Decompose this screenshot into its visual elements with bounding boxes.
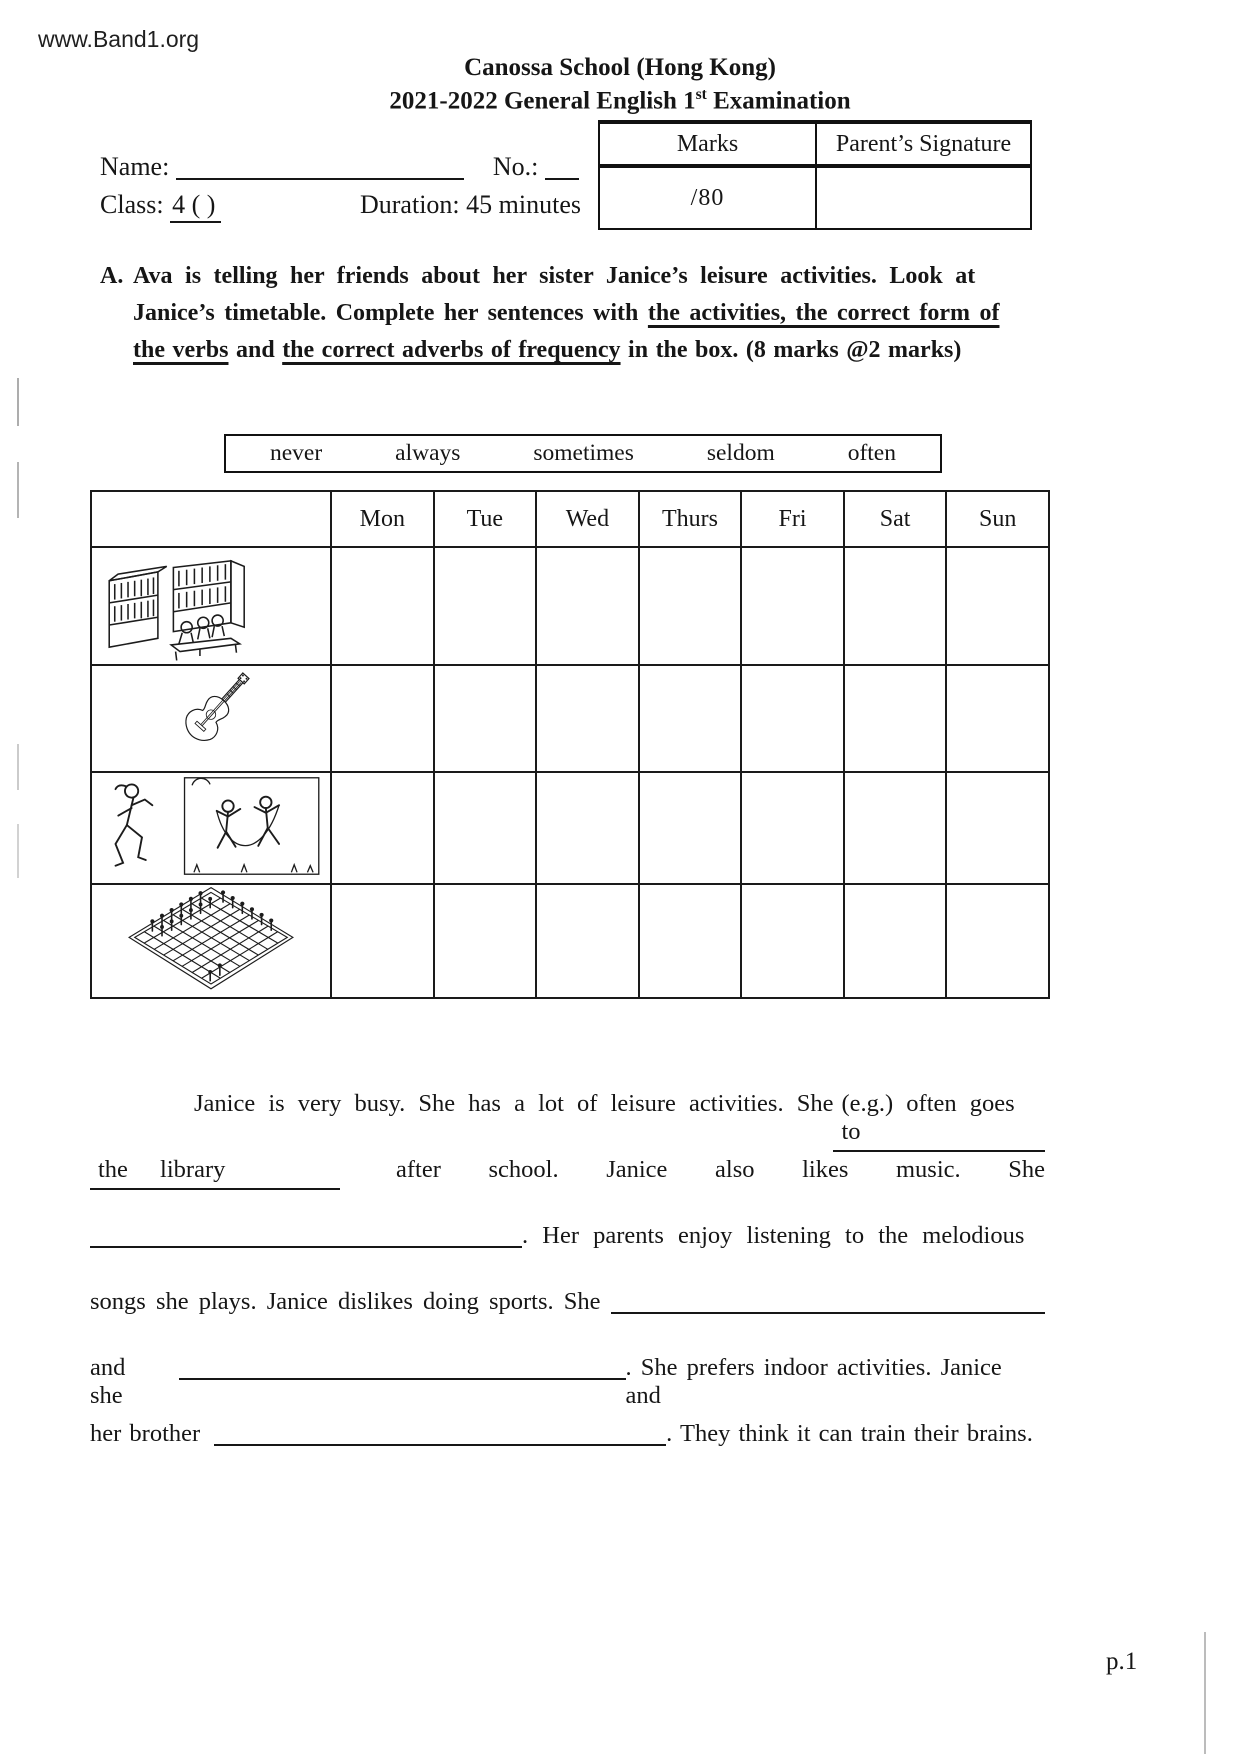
cloze-line-5 bbox=[90, 1354, 1045, 1420]
exam-title bbox=[0, 86, 1240, 115]
class-value[interactable]: 4 ( ) bbox=[170, 190, 221, 223]
timetable-cell[interactable] bbox=[434, 772, 537, 884]
cloze-paragraph bbox=[90, 1090, 1045, 1486]
exam-title-suffix: Examination bbox=[706, 87, 851, 115]
instruction-line-1: Ava is telling her friends about her sister Janice’s leisure activities. Look at bbox=[133, 263, 976, 289]
timetable-cell[interactable] bbox=[741, 665, 844, 772]
timetable-cell[interactable] bbox=[536, 665, 639, 772]
cloze-line-1 bbox=[90, 1090, 1045, 1156]
instruction-line-3-text: and bbox=[228, 337, 283, 363]
timetable-cell[interactable] bbox=[741, 884, 844, 998]
timetable-cell[interactable] bbox=[741, 547, 844, 665]
cloze-line-3-text: . Her parents enjoy listening to the melodious bbox=[522, 1222, 1025, 1249]
cloze-line-6-text: . They think it can train their brains. bbox=[666, 1420, 1033, 1447]
marks-total: /80 bbox=[690, 184, 725, 211]
site-watermark: www.Band1.org bbox=[38, 26, 200, 52]
instruction-line-2 bbox=[133, 295, 1048, 332]
cloze-line-5-text: . She prefers indoor activities. Janice and bbox=[625, 1354, 1002, 1409]
timetable-cell[interactable] bbox=[844, 884, 947, 998]
cloze-line-6 bbox=[90, 1420, 1045, 1486]
instruction-underline-3: the correct adverbs of frequency bbox=[282, 337, 621, 363]
timetable-cell[interactable] bbox=[946, 884, 1049, 998]
instruction-line-3 bbox=[133, 332, 1048, 369]
adverb-option-never: never bbox=[270, 440, 323, 466]
timetable-cell[interactable] bbox=[946, 772, 1049, 884]
adverb-option-always: always bbox=[395, 440, 461, 466]
timetable-cell[interactable] bbox=[946, 547, 1049, 665]
cloze-line-3 bbox=[90, 1222, 1045, 1288]
timetable-cell[interactable] bbox=[434, 547, 537, 665]
timetable-cell[interactable] bbox=[639, 665, 742, 772]
day-header-mon: Mon bbox=[331, 491, 434, 547]
timetable-row-chess bbox=[91, 884, 1049, 998]
timetable-cell[interactable] bbox=[331, 547, 434, 665]
no-label: No.: bbox=[492, 152, 539, 181]
page-number: p.1 bbox=[1106, 1648, 1138, 1675]
day-header-tue: Tue bbox=[434, 491, 537, 547]
guitar-icon bbox=[91, 665, 331, 772]
class-row bbox=[100, 190, 221, 220]
adverb-option-seldom: seldom bbox=[706, 440, 775, 466]
timetable-cell[interactable] bbox=[536, 884, 639, 998]
parent-signature-field[interactable] bbox=[815, 168, 1030, 228]
word: music. bbox=[895, 1156, 961, 1183]
scan-artifact bbox=[17, 378, 19, 426]
instruction-line-2-text: Janice’s timetable. Complete her sentences with bbox=[133, 300, 648, 326]
adverb-option-often: often bbox=[847, 440, 896, 466]
word: She bbox=[1008, 1156, 1045, 1183]
timetable-cell[interactable] bbox=[639, 772, 742, 884]
timetable-cell[interactable] bbox=[434, 665, 537, 772]
timetable-cell[interactable] bbox=[844, 772, 947, 884]
timetable-cell[interactable] bbox=[844, 547, 947, 665]
timetable-cell[interactable] bbox=[844, 665, 947, 772]
name-label: Name: bbox=[100, 152, 170, 181]
word: after bbox=[396, 1156, 441, 1183]
scan-artifact bbox=[17, 824, 19, 878]
day-header-sun: Sun bbox=[946, 491, 1049, 547]
word: school. bbox=[488, 1156, 559, 1183]
library-reading-icon bbox=[91, 547, 331, 665]
adverb-word-box bbox=[224, 434, 942, 473]
no-blank[interactable] bbox=[545, 178, 579, 180]
example-answer-part-2: the library bbox=[90, 1156, 340, 1190]
timetable-cell[interactable] bbox=[946, 665, 1049, 772]
adverb-option-sometimes: sometimes bbox=[533, 440, 634, 466]
exam-title-ordinal: st bbox=[695, 86, 707, 103]
name-row bbox=[100, 152, 579, 182]
instruction-marks-note: in the box. (8 marks @2 marks) bbox=[620, 337, 962, 363]
marks-header: Marks bbox=[600, 124, 815, 168]
chessboard-icon bbox=[91, 884, 331, 998]
cloze-line-2 bbox=[90, 1156, 1045, 1222]
timetable-cell[interactable] bbox=[536, 772, 639, 884]
timetable-cell[interactable] bbox=[639, 547, 742, 665]
timetable-cell[interactable] bbox=[434, 884, 537, 998]
timetable-cell[interactable] bbox=[331, 884, 434, 998]
cloze-line-1-text: Janice is very busy. She has a lot of leisure activities. She bbox=[194, 1090, 834, 1117]
timetable-row-library bbox=[91, 547, 1049, 665]
timetable-cell[interactable] bbox=[639, 884, 742, 998]
class-label: Class: bbox=[100, 190, 164, 219]
school-title: Canossa School (Hong Kong) bbox=[464, 54, 776, 81]
day-header-thurs: Thurs bbox=[639, 491, 742, 547]
day-header-sat: Sat bbox=[844, 491, 947, 547]
scan-artifact bbox=[17, 462, 19, 518]
timetable-cell[interactable] bbox=[331, 772, 434, 884]
duration-label: Duration: 45 minutes bbox=[360, 190, 581, 219]
answer-blank-4[interactable] bbox=[214, 1444, 666, 1446]
name-blank[interactable] bbox=[176, 178, 464, 180]
exam-title-prefix: 2021-2022 General English 1 bbox=[389, 87, 696, 115]
timetable-cell[interactable] bbox=[331, 665, 434, 772]
answer-blank-1[interactable] bbox=[90, 1246, 522, 1248]
scan-artifact bbox=[17, 744, 19, 790]
running-skipping-icon bbox=[91, 772, 331, 884]
section-a-instruction bbox=[100, 258, 1048, 369]
cloze-line-2-text bbox=[340, 1156, 1045, 1184]
cloze-line-4-text: songs she plays. Janice dislikes doing sports. She bbox=[90, 1288, 601, 1315]
word: also bbox=[715, 1156, 755, 1183]
answer-blank-3[interactable] bbox=[179, 1378, 626, 1380]
day-header-wed: Wed bbox=[536, 491, 639, 547]
section-a-label: A. bbox=[100, 263, 124, 289]
janice-timetable bbox=[90, 490, 1050, 999]
parent-signature-header: Parent’s Signature bbox=[815, 124, 1030, 168]
timetable-row-guitar bbox=[91, 665, 1049, 772]
timetable-header-row bbox=[91, 491, 1049, 547]
word: Janice bbox=[606, 1156, 668, 1183]
timetable-cell[interactable] bbox=[741, 772, 844, 884]
marks-box bbox=[598, 120, 1032, 230]
day-header-fri: Fri bbox=[741, 491, 844, 547]
instruction-underline-2: the verbs bbox=[133, 337, 229, 363]
word: likes bbox=[802, 1156, 849, 1183]
timetable-row-sports bbox=[91, 772, 1049, 884]
timetable-corner-cell bbox=[91, 491, 331, 547]
timetable-cell[interactable] bbox=[536, 547, 639, 665]
cloze-line-4 bbox=[90, 1288, 1045, 1354]
cloze-line-6-pre: her brother bbox=[90, 1420, 201, 1447]
instruction-underline-1: the activities, the correct form of bbox=[647, 300, 1000, 326]
example-answer-part-1: (e.g.) often goes to bbox=[833, 1090, 1045, 1152]
scan-artifact bbox=[1204, 1632, 1206, 1754]
answer-blank-2[interactable] bbox=[611, 1312, 1046, 1314]
cloze-line-5-pre: and she bbox=[90, 1354, 126, 1409]
